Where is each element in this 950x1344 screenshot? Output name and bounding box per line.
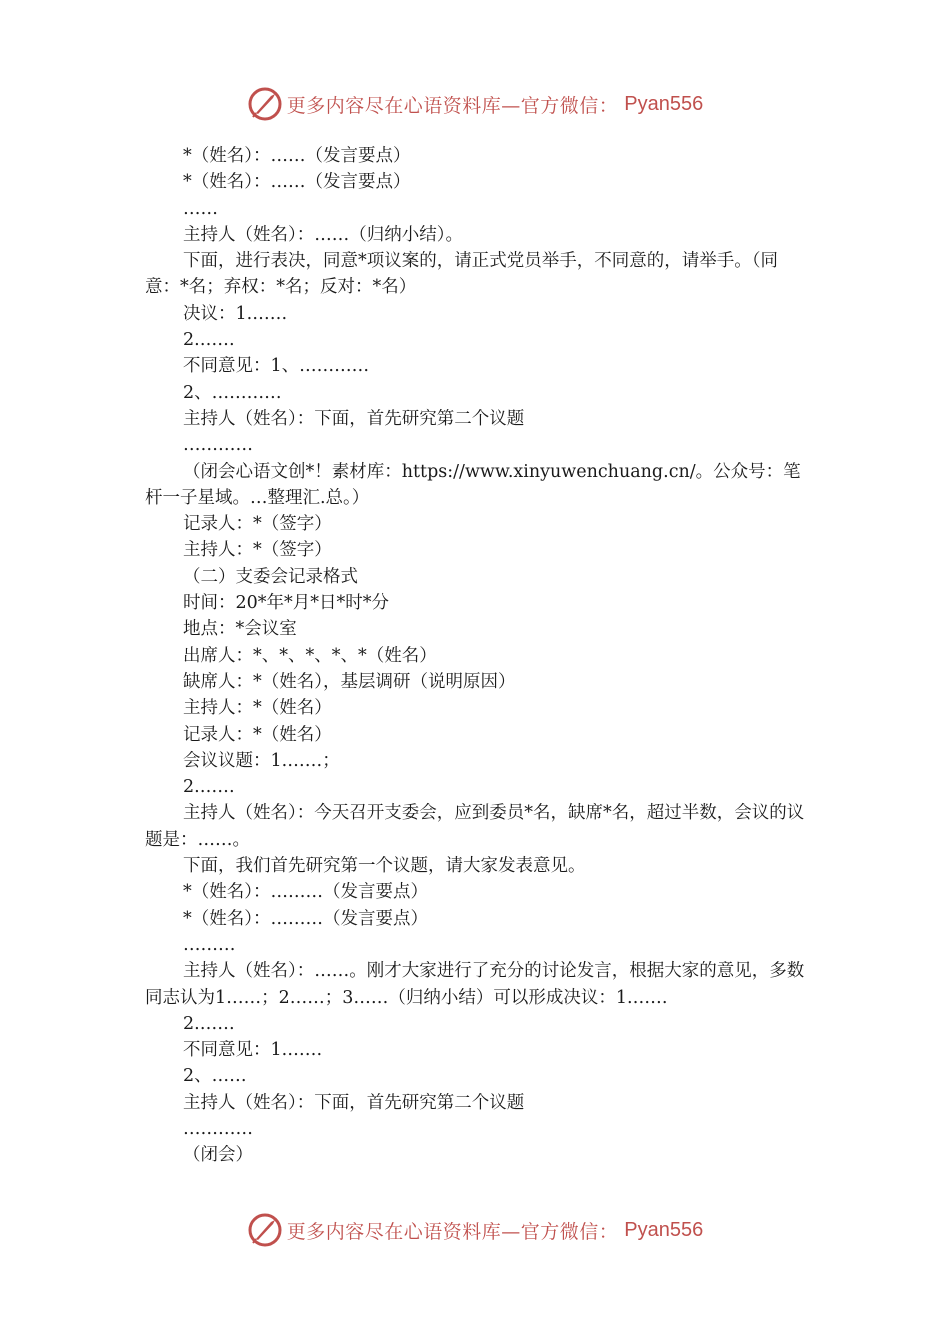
banner-wechat-id: Pyan556	[624, 1218, 704, 1241]
paragraph: *（姓名）：………（发言要点）	[183, 908, 428, 929]
paragraph: 主持人（姓名）：下面，首先研究第二个议题	[183, 408, 525, 429]
paragraph: 主持人：*（姓名）	[183, 698, 332, 719]
quill-pen-logo-icon	[247, 86, 283, 122]
paragraph: 时间：20*年*月*日*时*分	[183, 593, 390, 614]
paragraph: …………	[183, 435, 253, 456]
paragraph: 主持人（姓名）：今天召开支委会，应到委员*名，缺席*名，超过半数，会议的议题是：……。	[145, 803, 805, 850]
paragraph: 2.……	[183, 330, 235, 351]
paragraph: 下面，我们首先研究第一个议题，请大家发表意见。	[183, 856, 586, 877]
paragraph: 2.……	[183, 777, 235, 798]
paragraph: 会议议题：1.……；	[183, 750, 340, 771]
paragraph: 2、…………	[183, 382, 282, 403]
header-banner	[0, 84, 950, 124]
paragraph: *（姓名）：……（发言要点）	[183, 172, 411, 193]
paragraph: *（姓名）：……（发言要点）	[183, 146, 411, 166]
paragraph: 2、……	[183, 1066, 247, 1087]
paragraph: 地点：*会议室	[183, 619, 297, 640]
paragraph: *（姓名）：………（发言要点）	[183, 882, 428, 903]
paragraph: 主持人：*（签字）	[183, 540, 332, 561]
paragraph: ………	[183, 934, 236, 955]
paragraph: 记录人：*（姓名）	[183, 724, 332, 745]
paragraph: 不同意见：1、…………	[183, 356, 370, 377]
paragraph: 2.……	[183, 1013, 235, 1034]
paragraph: 决议：1.……	[183, 303, 288, 324]
banner-text: 更多内容尽在心语资料库—官方微信：	[286, 94, 619, 117]
paragraph: 不同意见：1.……	[183, 1040, 323, 1061]
paragraph: ……	[183, 198, 218, 219]
footer-banner	[0, 1210, 950, 1250]
section-heading: （二）支委会记录格式	[183, 566, 358, 587]
paragraph: （闭会心语文创*！素材库：https://www.xinyuwenchuang.cn/。公众号：笔杆一子星域。…整理汇.总。）	[145, 461, 801, 508]
paragraph: 主持人（姓名）：……（归纳小结）。	[183, 224, 463, 245]
paragraph: 下面，进行表决，同意*项议案的，请正式党员举手，不同意的，请举手。（同意：*名；弃权：*名；反对：*名）	[145, 251, 778, 298]
paragraph: …………	[183, 1118, 253, 1139]
banner-wechat-id: Pyan556	[624, 92, 704, 115]
paragraph: （闭会）	[183, 1145, 253, 1166]
paragraph: 缺席人：*（姓名），基层调研（说明原因）	[183, 671, 516, 692]
quill-pen-logo-icon	[247, 1212, 283, 1248]
document-body	[145, 143, 810, 1169]
paragraph: 主持人（姓名）：下面，首先研究第二个议题	[183, 1092, 525, 1113]
banner-text: 更多内容尽在心语资料库—官方微信：	[286, 1220, 619, 1243]
paragraph: 记录人：*（签字）	[183, 514, 332, 535]
paragraph: 出席人：*、*、*、*、*（姓名）	[183, 645, 437, 666]
paragraph: 主持人（姓名）：……。刚才大家进行了充分的讨论发言，根据大家的意见，多数同志认为1……；2……；3……（归纳小结）可以形成决议：1.……	[145, 961, 805, 1008]
